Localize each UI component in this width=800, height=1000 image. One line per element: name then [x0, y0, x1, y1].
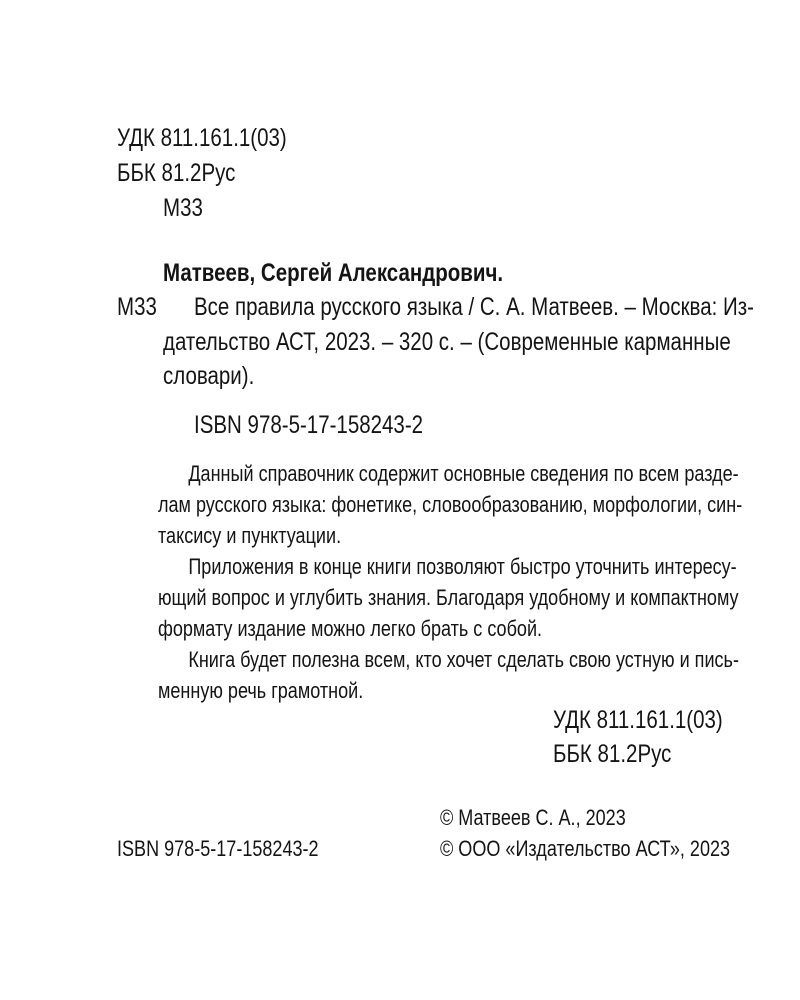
author-copyright: © Матвеев С. А., 2023 [440, 805, 626, 830]
annotation-line: Данный справочник содержит основные сведения по всем разде- [188, 461, 739, 486]
publisher-copyright: © ООО «Издательство АСТ», 2023 [440, 836, 731, 861]
bbk-code: ББК 81.2Рус [117, 159, 236, 187]
udk-code: УДК 811.161.1(03) [117, 124, 287, 152]
annotation-paragraph-2 [158, 551, 800, 644]
annotation-paragraph-1 [158, 458, 800, 551]
bib-line-2: дательство АСТ, 2023. – 320 с. – (Современные карманные [163, 328, 731, 356]
annotation-line: Приложения в конце книги позволяют быстро уточнить интересу- [188, 554, 737, 579]
bib-line-3: словари). [163, 362, 255, 390]
isbn-footer: ISBN 978-5-17-158243-2 [117, 836, 319, 861]
author-sign: М33 [163, 194, 203, 222]
footer-udk-code: УДК 811.161.1(03) [553, 706, 723, 734]
annotation-paragraph-3 [158, 644, 800, 706]
annotation-line: формату издание можно легко брать с собой. [158, 616, 543, 641]
annotation-line: таксису и пунктуации. [158, 523, 342, 548]
author-name: Матвеев, Сергей Александрович. [163, 259, 504, 287]
annotation-line: лам русского языка: фонетике, словообразованию, морфологии, син- [158, 492, 743, 517]
bib-sign: М33 [117, 293, 157, 321]
annotation-line: ющий вопрос и углубить знания. Благодаря удобному и компактному [158, 585, 739, 610]
annotation-line: Книга будет полезна всем, кто хочет сделать свою устную и пись- [188, 647, 739, 672]
footer-bbk-code: ББК 81.2Рус [553, 740, 672, 768]
bib-line-1: Все правила русского языка / С. А. Матвеев. – Москва: Из- [194, 293, 754, 321]
annotation-line: менную речь грамотной. [158, 678, 364, 703]
isbn-main: ISBN 978-5-17-158243-2 [194, 411, 424, 439]
